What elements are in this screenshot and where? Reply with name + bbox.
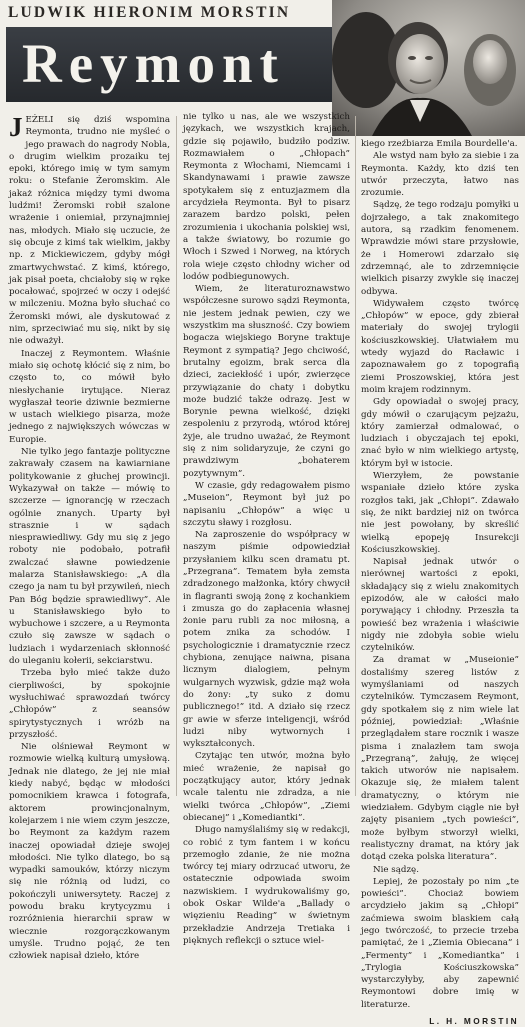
paragraph: Długo namyślaliśmy się w redakcji, co robić z tym fantem i w końcu przemogło zdanie, że nie można twórcy tej miary odrzucać utworu, że ostatecznie odpowiada swoim nazwiskiem. I wydrukowaliśmy go, obok Oskar Wilde'a „Ballady o więzieniu Reading” w świetnym przekładzie Andrzeja Tretiaka i pięknych reflekcji o sztuce wiel- (183, 825, 350, 946)
article-body (0, 108, 525, 1027)
paragraph: Wiem, że literaturoznawstwo współczesne surowo sądzi Reymonta, nie jestem jednak pewien, czy we wszystkim ma słuszność. Czy bowiem bogacza wiejskiego Boryne traktuje Reymont z sympatią? Jego chciwość, brutalny egoizm, brak serca dla dzieci, zaciekłość i upór, zwierzęce przywiązanie do chaty i dobytku może budzić także odrazę. Jest w Borynie pewna wielkość, dzięki zespoleniu z przyrodą, wtórod której żyje, ale trudno uważać, że Reymont się z nim solidaryzuje, że czyni go prawdziwym „bohaterem pozytywnym”. (183, 284, 350, 479)
paragraph: Czytając ten utwór, można było mieć wrażenie, że napisał go początkujący autor, który jednak wcale talentu nie zdradza, a nie wielki twórca „Chłopów”, „Ziemi obiecanej” i „Komediantki”. (183, 751, 350, 823)
paragraph: Na zaproszenie do współpracy w naszym piśmie odpowiedział przysłaniem kilku scen dramatu pt. „Przegrana”. Tematem była zemsta zdradzonego małżonka, który chwycił in flagranti swoją żonę z kochankiem i zmusza go do zapłacenia własnej żonie paru rubli za noc miłosną, a potem znika za schodów. I psychologicznie i dramatycznie rzecz chybiona, zenujące naiwna, pisana licznym dialogiem, pełnym wulgarnych wyzwisk, gdzie mąż woła do żony: „ty suko z domu publicznego!” itd. A działo się rzecz gr awie w sferze inteligencji, wśród ludzi niby wytwornych i wykształconych. (183, 530, 350, 750)
drop-cap: J (9, 112, 23, 142)
paragraph: kiego rzeźbiarza Emila Bourdelle'a. (361, 139, 518, 149)
paragraph: Nie tylko jego fantazje polityczne zakrawały czasem na kawiarniane politykowanie z głuchej prowincji. Wykazywał on także — mówię to szczerze — ignorancję w rzeczach ogólnie znanych. Uparty był strasznie i w sądach niesprawiedliwy. Gdy mu się z jego roboty nie podobało, potrafił zwalczać sławne powiedzenie malarza Stanisławskiego: „A dla czego ja nam tu był przywileń, niech Pan Bóg będzie sprawiedliwy”. Ale u Stanisławskiego było to wybuchowe i szczere, a u Reymonta czuło się zawsze w sądach o ludziach i wydarzeniach skłonność do uleganiu kołerii, sekciarstwu. (9, 447, 170, 667)
text-column-2 (183, 111, 350, 946)
paragraph: Napisał jednak utwór o nierównej wartości z epoki, składający się z wielu znakomitych epizodów, ale w całości mało porywający i chłodny. Przeszła ta powieść bez wrażenia i właściwie nigdy nie zdobyła sobie wielu czytelników. (361, 557, 519, 654)
paragraph: Ale wstyd nam było za siebie i za Reymonta. Każdy, kto dziś ten utwór przeczyta, łatwo nas zrozumie. (361, 151, 519, 199)
paragraph: Wierzyłem, że powstanie wspaniałe dzieło które zyska rozgłos taki, jak „Chłopi”. Zdawało się, że nikt bardziej niż on twórca nie jest powołany, by skreślić wielką epopeję Insurekcji Kościuszkowskiej. (361, 471, 519, 555)
signature: L. H. MORSTIN (429, 1016, 519, 1027)
paragraph: Nie olśniewał Reymont w rozmowie wielką kulturą umysłową. Jednak nie dlatego, że jej nie miał kiedy nabyć, będąc w młodości pomocnikiem krawca i fotografa, aktorem prowincjonalnym, kolejarzem i nie wiem czym jeszcze, bo Reymont za każdym razem inaczej opowiadał dzieje swojej młodości. Nie tylko dlatego, bo są wypadki samouków, którzy niczym się nie różnią od ludzi, co pokończyli uniwersytety. Raczej z powodu braku krytycyzmu i rozróżnienia hierarchii spraw w wiecznie rozgorączkowanym umyśle. Trudno pojąć, że ten człowiek napisał dzieło, które (9, 742, 170, 962)
paragraph: Gdy opowiadał o swojej pracy, gdy mówił o czarującym pejzażu, który zamierzał odmalować, o ludziach i obyczajach tej epoki, znać było w nim wielkiego artystę, którym był w istocie. (361, 397, 519, 469)
paragraph: Trzeba było mieć także dużo cierpliwości, by spokojnie wysłuchiwać sprawozdań twórcy „Chłopów” z seansów spirytystycznych i wróżb na przyszłość. (9, 668, 170, 740)
article-header (0, 0, 525, 108)
column-divider (176, 116, 177, 796)
paragraph: Sądzę, że tego rodzaju pomyłki u dojrzałego, a tak znakomitego autora, są rzadkim fenomenem. Wprawdzie mówi stare przysłowie, że i Homerowi zdarzało się zdrzemnąć, ale to zdrzemnięcie wielkich pisarzy zwykle się inaczej odbywa. (361, 200, 519, 297)
column-divider (355, 116, 356, 796)
paragraph: Nie sądzę. (373, 864, 419, 875)
paragraph: nie tylko u nas, ale we wszystkich językach, we wszystkich krajach, gdzie się pojawiło, budziło podziw. Rozmawiałem o „Chłopach” Reymonta z Włochami, Niemcami i Skandynawami i prawie zawsze spotykałem się z entuzjazmem dla arcydzieła Reymonta. Był to pisarz zarazem bardzo polski, pełen zrozumienia i ukochania polskiej wsi, a także światowy, bo rozumie go Włoch i Szwed i Norweg, na których rola wieje często chłodny wicher od lodów podbiegunowych. (183, 112, 350, 282)
paragraph: Lepiej, że pozostały po nim „te powieści”. Chociaż bowiem arcydzieło jakim są „Chłopi” zaćmiewa swoim blaskiem całą jego twórczość, to przecie trzeba pamiętać, że i „Ziemia Obiecana” i „Fermenty” i „Komediantka” i „Trylogia Kościuszkowska” wystarczyłyby, aby zapewnić Reymontowi dobre imię w literaturze. (361, 876, 519, 1010)
text-column-3 (361, 138, 519, 1027)
paragraph: Inaczej z Reymontem. Właśnie miało się ochotę kłócić się z nim, bo często to, co mówił było niesłychanie irytujące. Nieraz wygłaszał teorie dziwnie bezmierne w ustach wielkiego pisarza, może jednego z największych wówczas w Europie. (9, 348, 170, 445)
title-banner (6, 27, 374, 102)
article-title: Reymont (22, 33, 285, 94)
paragraph: W czasie, gdy redagowałem pismo „Museion”, Reymont był już po napisaniu „Chłopów” a więc u szczytu sławy i rozgłosu. (183, 480, 350, 528)
author-name: LUDWIK HIERONIM MORSTIN (8, 4, 291, 21)
paragraph: Widywałem często twórcę „Chłopów” w epoce, gdy zbierał materiały do swojej trylogii kościuszkowskiej. Ułatwiałem mu wtedy wyjazd do Racławic i zapoznawałem go z topografią ziemi Proszowskiej, która jest moim krajem rodzinnym. (361, 298, 519, 395)
text-column-1 (9, 112, 170, 962)
paragraph (9, 114, 170, 348)
paragraph: Za dramat w „Museionie” dostaliśmy szereg listów z wymyślaniami od naszych czytelników. Tymczasem Reymont, gdy spotkałem się z nim wiele lat później, powiedział: „Właśnie przeglądałem stare rocznik i wasze pisma i znalazłem tam swoja „Przegraną”, żałuję, że więcej takich utworów nie napisałem. Okazuje się, że miałem talent dramatyczny, o którym nie wiedziałem. Gdybym ciągle nie był zajęty pisaniem „tych powieści”, może byłbym stworzył wielki, realistyczny dramat, na który jak dotąd czeka polska literatura”. (361, 655, 519, 863)
paragraph-text: EŻELI się dziś wspomina Reymonta, trudno nie myśleć o jego prawach do nagrody Nobla, o drugim wielkim prozaiku tej epoki, którego imię w tym samym roku: o Stefanie Żeromskim. Ale jakaż różnica między tymi dwoma ludźmi! Żeromski robił szalone wrażenie i oniemiał, przynajmniej nas, młodych. Miało się uczucie, że się obcuje z kimś tak wielkim, jakby np. z Mickiewiczem, gdyby mógł zmartwychwstać. Z kimś, którego, jak pisał poeta, chciałoby się w ręke pocałować, spojrzeć w oczy i odejść w milczeniu. Można było słuchać co Żeromski mówi, ale dyskutować z nim, sprzeciwiać mu się, nikt by się nie odważył. (9, 115, 170, 347)
